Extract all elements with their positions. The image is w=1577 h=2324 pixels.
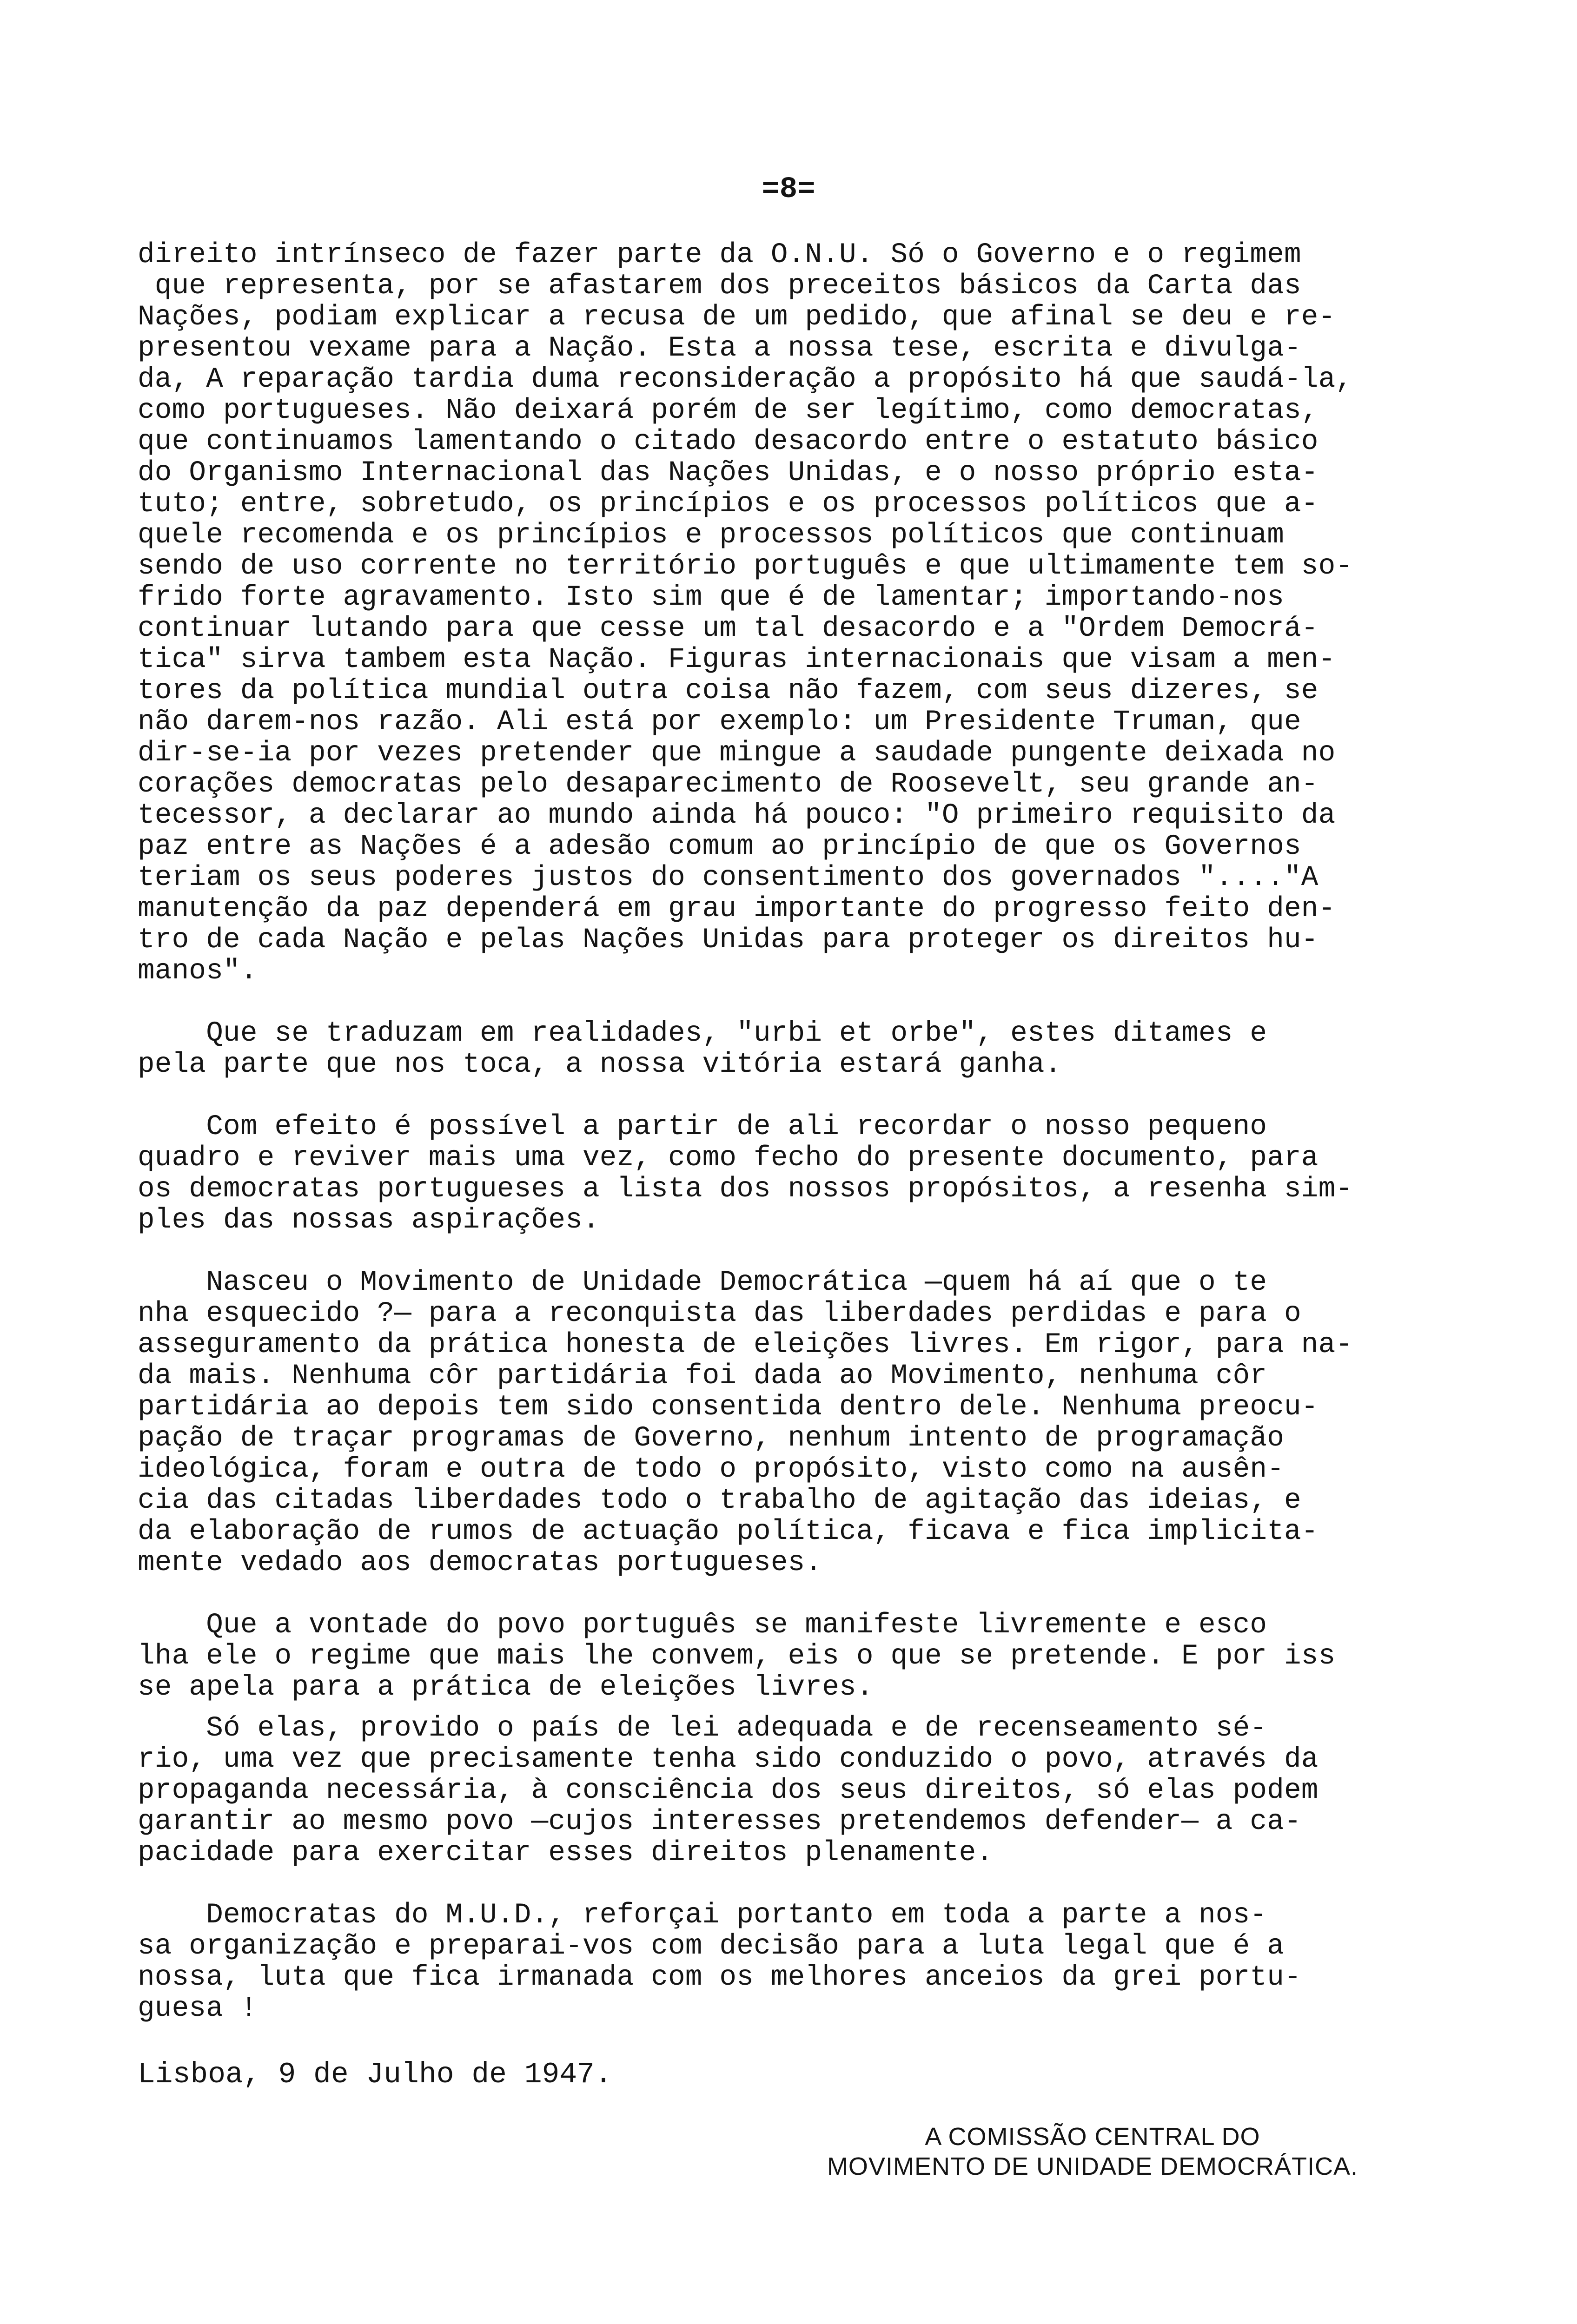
text-line: da, A reparação tardia duma reconsideração a propósito há que saudá-la, xyxy=(138,364,1353,395)
text-line: direito intrínseco de fazer parte da O.N.U. Só o Governo e o regimem xyxy=(138,239,1301,271)
text-line: que continuamos lamentando o citado desacordo entre o estatuto básico xyxy=(138,426,1319,457)
paragraph-6 xyxy=(138,1713,1458,1868)
text-line: que representa, por se afastarem dos preceitos básicos da Carta das xyxy=(138,271,1301,302)
text-line: os democratas portugueses a lista dos nossos propósitos, a resenha sim- xyxy=(138,1174,1353,1205)
text-line: tro de cada Nação e pelas Nações Unidas para proteger os direitos hu- xyxy=(138,924,1319,956)
text-line: da elaboração de rumos de actuação política, ficava e fica implicita- xyxy=(138,1516,1319,1547)
text-line: ples das nossas aspirações. xyxy=(138,1205,600,1236)
text-line: teriam os seus poderes justos do consentimento dos governados "...."A xyxy=(138,862,1319,893)
document-body xyxy=(138,239,1458,2090)
text-line: rio, uma vez que precisamente tenha sido conduzido o povo, através da xyxy=(138,1744,1319,1775)
text-line: nha esquecido ?— para a reconquista das liberdades perdidas e para o xyxy=(138,1298,1301,1329)
signature-line-2: MOVIMENTO DE UNIDADE DEMOCRÁTICA. xyxy=(827,2152,1358,2180)
text-line: Com efeito é possível a partir de ali recordar o nosso pequeno xyxy=(138,1111,1267,1142)
text-line: Só elas, provido o país de lei adequada e de recenseamento sé- xyxy=(138,1713,1267,1744)
text-line: tuto; entre, sobretudo, os princípios e os processos políticos que a- xyxy=(138,489,1319,520)
paragraph-7 xyxy=(138,1900,1458,2024)
paragraph-1 xyxy=(138,239,1458,987)
text-line: pela parte que nos toca, a nossa vitória estará ganha. xyxy=(138,1049,1062,1080)
text-line: lha ele o regime que mais lhe convem, eis o que se pretende. E por iss xyxy=(138,1641,1336,1672)
text-line: tecessor, a declarar ao mundo ainda há pouco: "O primeiro requisito da xyxy=(138,800,1336,831)
text-line: Nações, podiam explicar a recusa de um pedido, que afinal se deu e re- xyxy=(138,302,1336,333)
text-line: não darem-nos razão. Ali está por exemplo: um Presidente Truman, que xyxy=(138,706,1301,738)
text-line: paz entre as Nações é a adesão comum ao princípio de que os Governos xyxy=(138,831,1301,862)
text-line: manutenção da paz dependerá em grau importante do progresso feito den- xyxy=(138,893,1336,924)
text-line: garantir ao mesmo povo —cujos interesses pretendemos defender— a ca- xyxy=(138,1806,1301,1837)
text-line: corações democratas pelo desaparecimento de Roosevelt, seu grande an- xyxy=(138,769,1319,800)
paragraph-5 xyxy=(138,1610,1458,1703)
text-line: sendo de uso corrente no território português e que ultimamente tem so- xyxy=(138,551,1353,582)
text-line: Nasceu o Movimento de Unidade Democrática —quem há aí que o te xyxy=(138,1267,1267,1298)
text-line: dir-se-ia por vezes pretender que mingue a saudade pungente deixada no xyxy=(138,738,1336,769)
text-line: como portugueses. Não deixará porém de ser legítimo, como democratas, xyxy=(138,395,1319,426)
text-line: nossa, luta que fica irmanada com os melhores anceios da grei portu- xyxy=(138,1962,1301,1993)
signature-block xyxy=(767,2122,1418,2181)
text-line: quadro e reviver mais uma vez, como fecho do presente documento, para xyxy=(138,1142,1319,1174)
text-line: Que a vontade do povo português se manifeste livremente e esco xyxy=(138,1610,1267,1641)
text-line: do Organismo Internacional das Nações Unidas, e o nosso próprio esta- xyxy=(138,457,1319,489)
text-line: Democratas do M.U.D., reforçai portanto em toda a parte a nos- xyxy=(138,1900,1267,1931)
text-line: tores da política mundial outra coisa não fazem, com seus dizeres, se xyxy=(138,675,1319,706)
text-line: frido forte agravamento. Isto sim que é de lamentar; importando-nos xyxy=(138,582,1284,613)
text-line: partidária ao depois tem sido consentida dentro dele. Nenhuma preocu- xyxy=(138,1392,1319,1423)
text-line: presentou vexame para a Nação. Esta a nossa tese, escrita e divulga- xyxy=(138,333,1301,364)
text-line: continuar lutando para que cesse um tal desacordo e a "Ordem Democrá- xyxy=(138,613,1319,644)
text-line: ideológica, foram e outra de todo o propósito, visto como na ausên- xyxy=(138,1454,1284,1485)
text-line: propaganda necessária, à consciência dos seus direitos, só elas podem xyxy=(138,1775,1319,1806)
text-line: quele recomenda e os princípios e processos políticos que continuam xyxy=(138,520,1284,551)
text-line: da mais. Nenhuma côr partidária foi dada ao Movimento, nenhuma côr xyxy=(138,1360,1267,1392)
paragraph-2 xyxy=(138,1018,1458,1080)
text-line: mente vedado aos democratas portugueses. xyxy=(138,1547,822,1578)
text-line: tica" sirva tambem esta Nação. Figuras internacionais que visam a men- xyxy=(138,644,1336,675)
text-line: Que se traduzam em realidades, "urbi et orbe", estes ditames e xyxy=(138,1018,1267,1049)
text-line: manos". xyxy=(138,956,258,987)
text-line: se apela para a prática de eleições livres. xyxy=(138,1672,874,1703)
text-line: cia das citadas liberdades todo o trabalho de agitação das ideias, e xyxy=(138,1485,1301,1516)
page-number: =8= xyxy=(762,173,815,206)
text-line: pação de traçar programas de Governo, nenhum intento de programação xyxy=(138,1423,1284,1454)
text-line: guesa ! xyxy=(138,1993,258,2024)
paragraph-4 xyxy=(138,1267,1458,1578)
date-line: Lisboa, 9 de Julho de 1947. xyxy=(138,2058,612,2091)
text-line: pacidade para exercitar esses direitos plenamente. xyxy=(138,1837,994,1868)
text-line: sa organização e preparai-vos com decisão para a luta legal que é a xyxy=(138,1931,1284,1962)
paragraph-3 xyxy=(138,1111,1458,1236)
text-line: asseguramento da prática honesta de eleições livres. Em rigor, para na- xyxy=(138,1329,1353,1360)
signature-line-1: A COMISSÃO CENTRAL DO xyxy=(925,2123,1260,2151)
